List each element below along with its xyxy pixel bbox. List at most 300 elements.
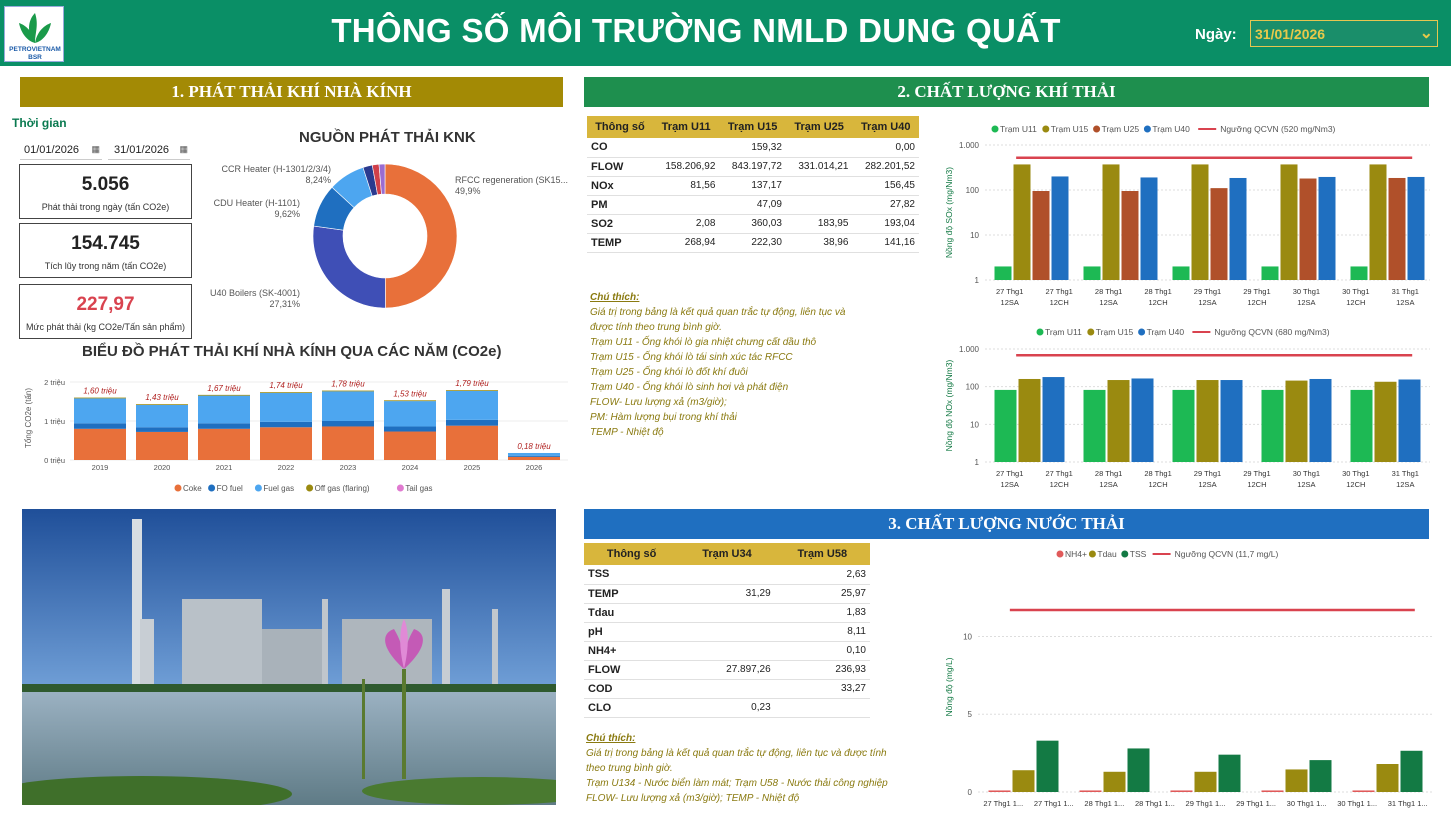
bar <box>1286 381 1308 462</box>
gas-cell: 159,32 <box>719 138 786 157</box>
history-stacked-bar-chart <box>18 368 568 496</box>
bar <box>1052 176 1069 280</box>
donut-category-label: CCR Heater (H-1301/2/3/4) <box>221 164 331 174</box>
bar-segment <box>446 391 498 420</box>
bar <box>1262 390 1284 462</box>
note-line: Trạm U15 - Ống khói lò tái sinh xúc tác RFCC <box>590 352 793 363</box>
bar <box>1262 790 1284 792</box>
bar-segment <box>74 398 126 399</box>
total-label: 1,43 triệu <box>145 393 179 403</box>
gas-cell: 331.014,21 <box>786 157 853 176</box>
x-tick-label: 31 Thg1 1... <box>1387 799 1428 808</box>
kpi-rate-value: 227,97 <box>76 294 135 315</box>
gas-cell: 222,30 <box>719 233 786 252</box>
legend-label: Tail gas <box>405 484 433 493</box>
kpi-daily-emission <box>19 164 192 219</box>
water-header-2: Trạm U58 <box>775 543 870 565</box>
bar <box>995 266 1012 280</box>
bar <box>1019 379 1041 462</box>
x-tick-label: 28 Thg1 <box>1144 469 1172 478</box>
note-line: FLOW- Lưu lượng xả (m3/giờ); TEMP - Nhiệt độ <box>586 793 800 804</box>
legend-threshold-label: Ngưỡng QCVN (680 mg/Nm3) <box>1214 327 1330 337</box>
x-tick-label: 2022 <box>277 463 295 472</box>
legend-marker <box>208 485 215 492</box>
water-cell: CLO <box>584 698 679 717</box>
y-tick-label: 10 <box>963 632 972 642</box>
x-tick-label: 12SA <box>1000 298 1019 307</box>
section-1-title: 1. PHÁT THẢI KHÍ NHÀ KÍNH <box>20 77 563 107</box>
y-tick-label: 100 <box>965 186 979 195</box>
bar-segment <box>260 392 312 393</box>
x-tick-label: 30 Thg1 <box>1342 287 1370 296</box>
note-line: Chú thích: <box>590 292 640 303</box>
bar-segment <box>446 390 498 391</box>
bar <box>1281 164 1298 280</box>
water-cell: 0,23 <box>679 698 774 717</box>
bar <box>1221 380 1243 462</box>
bar <box>1389 178 1406 280</box>
x-tick-label: 28 Thg1 1... <box>1134 799 1175 808</box>
kpi-yearly-value: 154.745 <box>71 233 140 254</box>
x-tick-label: 12SA <box>1099 298 1118 307</box>
table-row <box>584 679 870 698</box>
bar <box>1141 177 1158 280</box>
y-tick-label: 100 <box>965 382 979 392</box>
bar <box>1033 191 1050 280</box>
donut-percent-label: 9,62% <box>274 209 300 219</box>
x-tick-label: 2019 <box>91 463 109 472</box>
x-tick-label: 12CH <box>1247 480 1267 489</box>
legend-marker <box>1037 329 1044 336</box>
water-cell: COD <box>584 679 679 698</box>
x-tick-label: 29 Thg1 <box>1243 287 1271 296</box>
legend-marker <box>1087 329 1094 336</box>
bar <box>1319 177 1336 280</box>
section-2-title: 2. CHẤT LƯỢNG KHÍ THẢI <box>584 77 1429 107</box>
bar <box>995 390 1017 462</box>
x-tick-label: 27 Thg1 <box>1045 287 1073 296</box>
x-tick-label: 12SA <box>1297 480 1316 489</box>
bar <box>1084 266 1101 280</box>
gas-header-4: Trạm U40 <box>852 116 919 138</box>
refinery-photo <box>22 509 556 805</box>
gas-cell: 360,03 <box>719 214 786 233</box>
x-tick-label: 27 Thg1 <box>996 469 1024 478</box>
x-tick-label: 31 Thg1 <box>1391 287 1419 296</box>
bar-segment <box>384 400 436 401</box>
note-line: được tính theo trung bình giờ. <box>590 322 722 333</box>
kpi-yearly-label: Tích lũy trong năm (tấn CO2e) <box>44 261 167 271</box>
bar-segment <box>260 393 312 422</box>
table-row <box>584 660 870 679</box>
note-line: PM: Hàm lượng bụi trong khí thải <box>590 412 737 423</box>
bar <box>1375 382 1397 462</box>
table-row <box>584 698 870 717</box>
bar <box>1211 188 1228 280</box>
gas-cell: 183,95 <box>786 214 853 233</box>
gas-cell: 2,08 <box>653 214 720 233</box>
total-label: 1,79 triệu <box>455 379 489 389</box>
x-tick-label: 12CH <box>1247 298 1267 307</box>
bar-segment <box>198 429 250 460</box>
table-row <box>587 195 919 214</box>
gas-cell: 843.197,72 <box>719 157 786 176</box>
bar <box>1230 178 1247 280</box>
calendar-icon[interactable]: ▦ <box>91 144 100 154</box>
bar-segment <box>74 423 126 428</box>
water-cell: TEMP <box>584 584 679 603</box>
note-line: Trạm U134 - Nước biển làm mát; Trạm U58 - Nước thải công nghiệp <box>586 778 888 789</box>
water-cell: 8,11 <box>775 622 870 641</box>
water-cell: 236,93 <box>775 660 870 679</box>
bar-segment <box>384 426 436 431</box>
gas-cell: SO2 <box>587 214 653 233</box>
legend-label: Trạm U11 <box>1000 124 1037 134</box>
legend-label: Trạm U11 <box>1045 327 1082 337</box>
x-tick-label: 30 Thg1 <box>1292 469 1321 478</box>
date-from-value: 01/01/2026 <box>24 144 80 156</box>
bar <box>1084 390 1106 462</box>
gas-cell: 38,96 <box>786 233 853 252</box>
bar <box>1104 772 1126 792</box>
y-tick-label: 1 <box>974 458 979 467</box>
bar <box>1195 772 1217 792</box>
kpi-emission-rate <box>19 284 192 339</box>
x-tick-label: 12CH <box>1148 298 1168 307</box>
legend-threshold-label: Ngưỡng QCVN (520 mg/Nm3) <box>1220 124 1336 134</box>
table-row <box>584 565 870 584</box>
legend-label: Tdau <box>1097 549 1117 559</box>
header-bar <box>0 0 1451 66</box>
legend-label: Off gas (flaring) <box>314 484 370 493</box>
bar-segment <box>260 422 312 427</box>
water-cell: 27.897,26 <box>679 660 774 679</box>
legend-marker <box>397 485 404 492</box>
bar-segment <box>508 457 560 460</box>
table-row <box>587 157 919 176</box>
date-from-input[interactable] <box>20 140 102 160</box>
legend-label: TSS <box>1129 549 1147 559</box>
sox-chart <box>940 116 1440 316</box>
bar <box>1173 390 1195 462</box>
bar <box>1103 164 1120 280</box>
donut-category-label: CDU Heater (H-1101) <box>213 198 300 208</box>
x-tick-label: 27 Thg1 1... <box>983 799 1024 808</box>
x-tick-label: 2025 <box>463 463 481 472</box>
gas-cell <box>786 138 853 157</box>
water-cell: 0,10 <box>775 641 870 660</box>
bar <box>1197 380 1219 462</box>
nox-chart <box>940 322 1440 497</box>
x-tick-label: 29 Thg1 1... <box>1236 799 1277 808</box>
water-cell: 25,97 <box>775 584 870 603</box>
legend-label: Trạm U25 <box>1101 124 1140 134</box>
water-quality-table <box>584 543 870 718</box>
donut-percent-label: 27,31% <box>269 299 300 309</box>
bar-segment <box>74 429 126 460</box>
note-line: Trạm U11 - Ống khói lò gia nhiệt chưng cất dầu thô <box>590 337 817 348</box>
bar <box>1286 769 1308 792</box>
x-tick-label: 2023 <box>339 463 357 472</box>
x-tick-label: 27 Thg1 <box>996 287 1024 296</box>
x-tick-label: 28 Thg1 1... <box>1084 799 1125 808</box>
legend-label: Trạm U40 <box>1152 124 1190 134</box>
y-tick-label: 0 triệu <box>44 456 65 465</box>
table-row <box>584 622 870 641</box>
legend-label: Coke <box>183 484 202 493</box>
y-tick-label: 2 triệu <box>44 378 65 387</box>
x-tick-label: 30 Thg1 <box>1342 469 1370 478</box>
x-tick-label: 12CH <box>1346 298 1366 307</box>
note-line: Giá trị trong bảng là kết quả quan trắc tự động, liên tục và được tính <box>586 748 887 759</box>
legend-marker <box>1093 126 1100 133</box>
gas-cell: 0,00 <box>852 138 919 157</box>
water-cell <box>679 679 774 698</box>
x-tick-label: 28 Thg1 <box>1094 287 1123 296</box>
bar-segment <box>322 421 374 426</box>
chevron-down-icon: ⌄ <box>1419 25 1433 42</box>
legend-label: Fuel gas <box>263 484 295 493</box>
bar-segment <box>322 391 374 421</box>
bar <box>1310 760 1332 792</box>
y-tick-label: 5 <box>967 710 972 720</box>
bar-segment <box>198 423 250 428</box>
y-tick-label: 10 <box>970 420 979 430</box>
bar-segment <box>446 426 498 460</box>
x-tick-label: 29 Thg1 <box>1193 469 1222 478</box>
date-value: 31/01/2026 <box>1255 26 1326 42</box>
total-label: 1,53 triệu <box>393 389 427 399</box>
gas-header-0[interactable]: Thông số <box>587 116 653 138</box>
total-label: 1,67 triệu <box>207 383 241 393</box>
table-row <box>587 138 919 157</box>
y-tick-label: 0 <box>967 788 972 797</box>
logo-text-1: PETROVIETNAM <box>9 46 61 53</box>
water-cell <box>775 698 870 717</box>
y-tick-label: 10 <box>970 231 979 240</box>
legend-marker <box>992 126 999 133</box>
legend-label: Trạm U15 <box>1095 327 1134 337</box>
bar <box>1351 266 1368 280</box>
total-label: 1,60 triệu <box>83 386 117 396</box>
note-line: Chú thích: <box>586 733 636 744</box>
x-tick-label: 27 Thg1 <box>1045 469 1073 478</box>
legend-label: Trạm U15 <box>1050 124 1089 134</box>
bar-segment <box>508 456 560 457</box>
water-cell: TSS <box>584 565 679 584</box>
water-cell: NH4+ <box>584 641 679 660</box>
y-axis-label: Tổng CO2e (tấn) <box>24 387 33 449</box>
table-row <box>584 584 870 603</box>
bar <box>1132 378 1154 462</box>
x-tick-label: 30 Thg1 1... <box>1337 799 1378 808</box>
bar-segment <box>384 401 436 426</box>
date-to-input[interactable] <box>108 140 190 160</box>
x-tick-label: 28 Thg1 <box>1094 469 1123 478</box>
gas-cell: PM <box>587 195 653 214</box>
x-tick-label: 12SA <box>1198 298 1217 307</box>
kpi-rate-label: Mức phát thải (kg CO2e/Tấn sản phẩm) <box>25 322 186 332</box>
bar <box>1401 751 1423 792</box>
gas-cell: 27,82 <box>852 195 919 214</box>
water-cell <box>679 641 774 660</box>
gas-header-1: Trạm U11 <box>653 116 720 138</box>
gas-cell: 141,16 <box>852 233 919 252</box>
gas-cell: TEMP <box>587 233 653 252</box>
water-notes <box>586 731 936 806</box>
water-header-1: Trạm U34 <box>679 543 774 565</box>
bar <box>1300 179 1317 280</box>
note-line: TEMP - Nhiệt độ <box>590 427 664 438</box>
bar-segment <box>136 427 188 432</box>
legend-marker <box>1089 551 1096 558</box>
x-tick-label: 30 Thg1 1... <box>1286 799 1327 808</box>
table-row <box>587 233 919 252</box>
note-line: Giá trị trong bảng là kết quả quan trắc tự động, liên tục và <box>590 307 846 318</box>
date-label: Ngày: <box>1195 26 1237 43</box>
water-cell: 1,83 <box>775 603 870 622</box>
bar-segment <box>74 398 126 423</box>
bar-segment <box>260 427 312 460</box>
x-tick-label: 30 Thg1 <box>1292 287 1321 296</box>
page-title: THÔNG SỐ MÔI TRƯỜNG NMLD DUNG QUẤT <box>331 12 1061 49</box>
water-cell: 31,29 <box>679 584 774 603</box>
x-tick-label: 12CH <box>1049 480 1069 489</box>
history-chart-title: BIỂU ĐỒ PHÁT THẢI KHÍ NHÀ KÍNH QUA CÁC NĂM (CO2e) <box>82 343 502 360</box>
bar <box>1219 755 1241 792</box>
gas-quality-table <box>587 116 919 253</box>
water-cell: 33,27 <box>775 679 870 698</box>
bar-segment <box>508 453 560 456</box>
x-tick-label: 2024 <box>401 463 419 472</box>
time-label: Thời gian <box>12 116 67 130</box>
bar <box>1128 748 1150 792</box>
bar <box>1108 380 1130 462</box>
water-cell: 2,63 <box>775 565 870 584</box>
gas-header-3: Trạm U25 <box>786 116 853 138</box>
bar <box>1122 191 1139 280</box>
bar-segment <box>322 426 374 460</box>
x-tick-label: 12SA <box>1396 480 1415 489</box>
bar-segment <box>198 396 250 424</box>
bar <box>1377 764 1399 792</box>
bar <box>1353 790 1375 792</box>
gas-cell: 156,45 <box>852 176 919 195</box>
table-row <box>587 214 919 233</box>
x-tick-label: 12SA <box>1198 480 1217 489</box>
x-tick-label: 12SA <box>1396 298 1415 307</box>
gas-header-2: Trạm U15 <box>719 116 786 138</box>
table-row <box>584 603 870 622</box>
bar-segment <box>136 432 188 460</box>
bar <box>1171 790 1193 792</box>
bar <box>1351 390 1373 462</box>
note-line: theo trung bình giờ. <box>586 763 673 774</box>
water-cell <box>679 603 774 622</box>
bar <box>1080 790 1102 792</box>
legend-marker <box>255 485 262 492</box>
donut-chart <box>195 150 580 335</box>
table-row <box>584 641 870 660</box>
calendar-icon[interactable]: ▦ <box>179 144 188 154</box>
water-header-0[interactable]: Thông số <box>584 543 679 565</box>
legend-marker <box>1042 126 1049 133</box>
logo-text-2: BSR <box>28 54 42 61</box>
gas-notes <box>590 290 930 440</box>
section-3-title: 3. CHẤT LƯỢNG NƯỚC THẢI <box>584 509 1429 539</box>
bar-segment <box>322 391 374 392</box>
bar <box>1173 266 1190 280</box>
legend-label: NH4+ <box>1065 549 1087 559</box>
bar-segment <box>136 405 188 427</box>
water-cell <box>679 622 774 641</box>
x-tick-label: 2026 <box>525 463 543 472</box>
x-tick-label: 29 Thg1 <box>1193 287 1222 296</box>
x-tick-label: 12CH <box>1148 480 1168 489</box>
x-tick-label: 29 Thg1 1... <box>1185 799 1226 808</box>
donut-percent-label: 8,24% <box>305 175 331 185</box>
date-select[interactable] <box>1250 20 1438 47</box>
x-tick-label: 12CH <box>1049 298 1069 307</box>
y-tick-label: 1 triệu <box>44 417 65 426</box>
date-to-value: 31/01/2026 <box>114 144 170 156</box>
y-axis-label: Nồng độ SOx (mg/Nm3) <box>944 166 954 259</box>
gas-cell: 137,17 <box>719 176 786 195</box>
note-line: Trạm U40 - Ống khói lò sinh hơi và phát điện <box>590 382 789 393</box>
x-tick-label: 2021 <box>215 463 233 472</box>
legend-marker <box>1121 551 1128 558</box>
bar-segment <box>198 395 250 396</box>
x-tick-label: 12SA <box>1099 480 1118 489</box>
gas-cell: 81,56 <box>653 176 720 195</box>
x-tick-label: 31 Thg1 <box>1391 469 1419 478</box>
y-axis-label: Nồng độ (mg/L) <box>944 657 954 717</box>
donut-category-label: U40 Boilers (SK-4001) <box>209 288 300 298</box>
bar <box>1370 164 1387 280</box>
donut-chart-title: NGUỒN PHÁT THẢI KNK <box>299 129 476 146</box>
bar <box>1192 164 1209 280</box>
donut-category-label: RFCC regeneration (SK15... <box>455 175 569 185</box>
x-tick-label: 12SA <box>1297 298 1316 307</box>
gas-cell <box>786 195 853 214</box>
legend-marker <box>1144 126 1151 133</box>
donut-slice <box>385 164 457 308</box>
legend-marker <box>175 485 182 492</box>
legend-label: Trạm U40 <box>1146 327 1185 337</box>
gas-cell: 282.201,52 <box>852 157 919 176</box>
gas-cell: NOx <box>587 176 653 195</box>
x-tick-label: 27 Thg1 1... <box>1033 799 1074 808</box>
gas-cell <box>653 138 720 157</box>
kpi-daily-value: 5.056 <box>81 174 130 195</box>
bar-segment <box>446 420 498 426</box>
x-tick-label: 28 Thg1 <box>1144 287 1172 296</box>
bar <box>1014 164 1031 280</box>
water-cell: pH <box>584 622 679 641</box>
water-cell <box>679 565 774 584</box>
water-cell: Tdau <box>584 603 679 622</box>
bar-segment <box>384 432 436 460</box>
table-row <box>587 176 919 195</box>
legend-label: FO fuel <box>216 484 243 493</box>
y-tick-label: 1 <box>974 276 979 285</box>
legend-marker <box>1057 551 1064 558</box>
donut-percent-label: 49,9% <box>455 186 481 196</box>
bar <box>1408 177 1425 280</box>
legend-threshold-label: Ngưỡng QCVN (11,7 mg/L) <box>1174 549 1279 559</box>
x-tick-label: 12SA <box>1000 480 1019 489</box>
legend-marker <box>1138 329 1145 336</box>
